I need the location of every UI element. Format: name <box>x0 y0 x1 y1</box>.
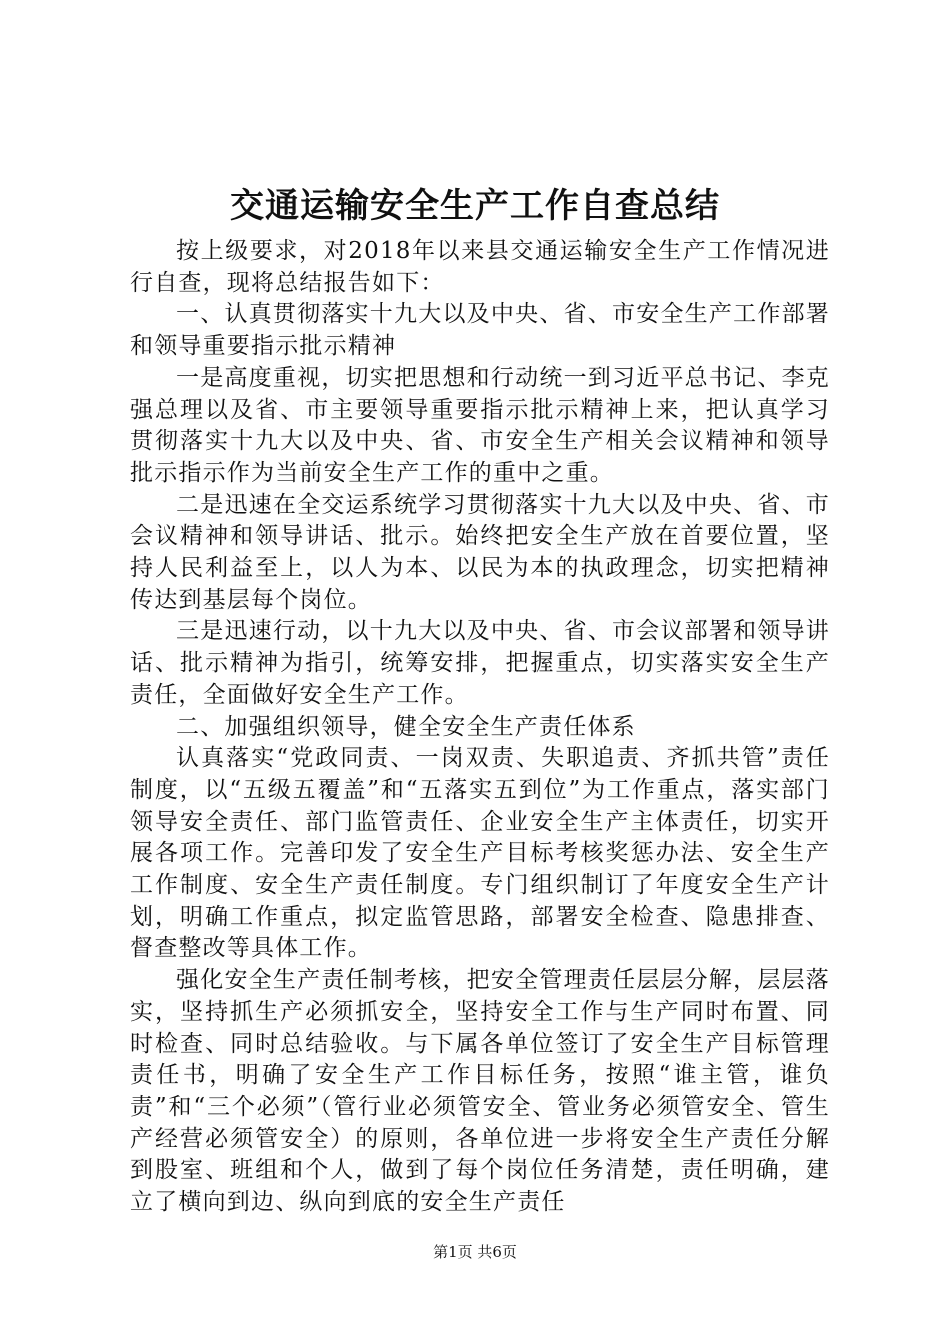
paragraph-intro: 按上级要求，对2018年以来县交通运输安全生产工作情况进行自查，现将总结报告如下： <box>130 238 830 296</box>
document-title: 交通运输安全生产工作自查总结 <box>230 186 720 226</box>
section-heading-1: 一、认真贯彻落实十九大以及中央、省、市安全生产工作部署和领导重要指示批示精神 <box>130 301 830 360</box>
paragraph-2: 二是迅速在全交运系统学习贯彻落实十九大以及中央、省、市会议精神和领导讲话、批示。始终把安全生产放在首要位置，坚持人民利益至上，以人为本、以民为本的执政理念，切实把精神传达到基层每个岗位。 <box>130 491 830 613</box>
paragraph-1: 一是高度重视，切实把思想和行动统一到习近平总书记、李克强总理以及省、市主要领导重要指示批示精神上来，把认真学习贯彻落实十九大以及中央、省、市安全生产相关会议精神和领导批示指示作为当前安全生产工作的重中之重。 <box>130 364 830 486</box>
paragraph-5: 强化安全生产责任制考核，把安全管理责任层层分解，层层落实，坚持抓生产必须抓安全，坚持安全工作与生产同时布置、同时检查、同时总结验收。与下属各单位签订了安全生产目标管理责任书，明确了安全生产工作目标任务，按照“谁主管，谁负责”和“三个必须”（管行业必须管安全、管业务必须管安全、管生产经营必须管安全）的原则，各单位进一步将安全生产责任分解到股室、班组和个人，做到了每个岗位任务清楚，责任明确，建立了横向到边、纵向到底的安全生产责任 <box>130 967 830 1216</box>
paragraph-4: 认真落实“党政同责、一岗双责、失职追责、齐抓共管”责任制度，以“五级五覆盖”和“五落实五到位”为工作重点，落实部门领导安全责任、部门监管责任、企业安全生产主体责任，切实开展各项工作。完善印发了安全生产目标考核奖惩办法、安全生产工作制度、安全生产责任制度。专门组织制订了年度安全生产计划，明确工作重点，拟定监管思路，部署安全检查、隐患排查、督查整改等具体工作。 <box>130 745 830 962</box>
section-heading-2: 二、加强组织领导，健全安全生产责任体系 <box>176 713 636 740</box>
paragraph-3: 三是迅速行动，以十九大以及中央、省、市会议部署和领导讲话、批示精神为指引，统筹安排，把握重点，切实落实安全生产责任，全面做好安全生产工作。 <box>130 618 830 708</box>
document-body <box>130 236 830 1219</box>
page-footer: 第1页 共6页 <box>433 1243 517 1261</box>
